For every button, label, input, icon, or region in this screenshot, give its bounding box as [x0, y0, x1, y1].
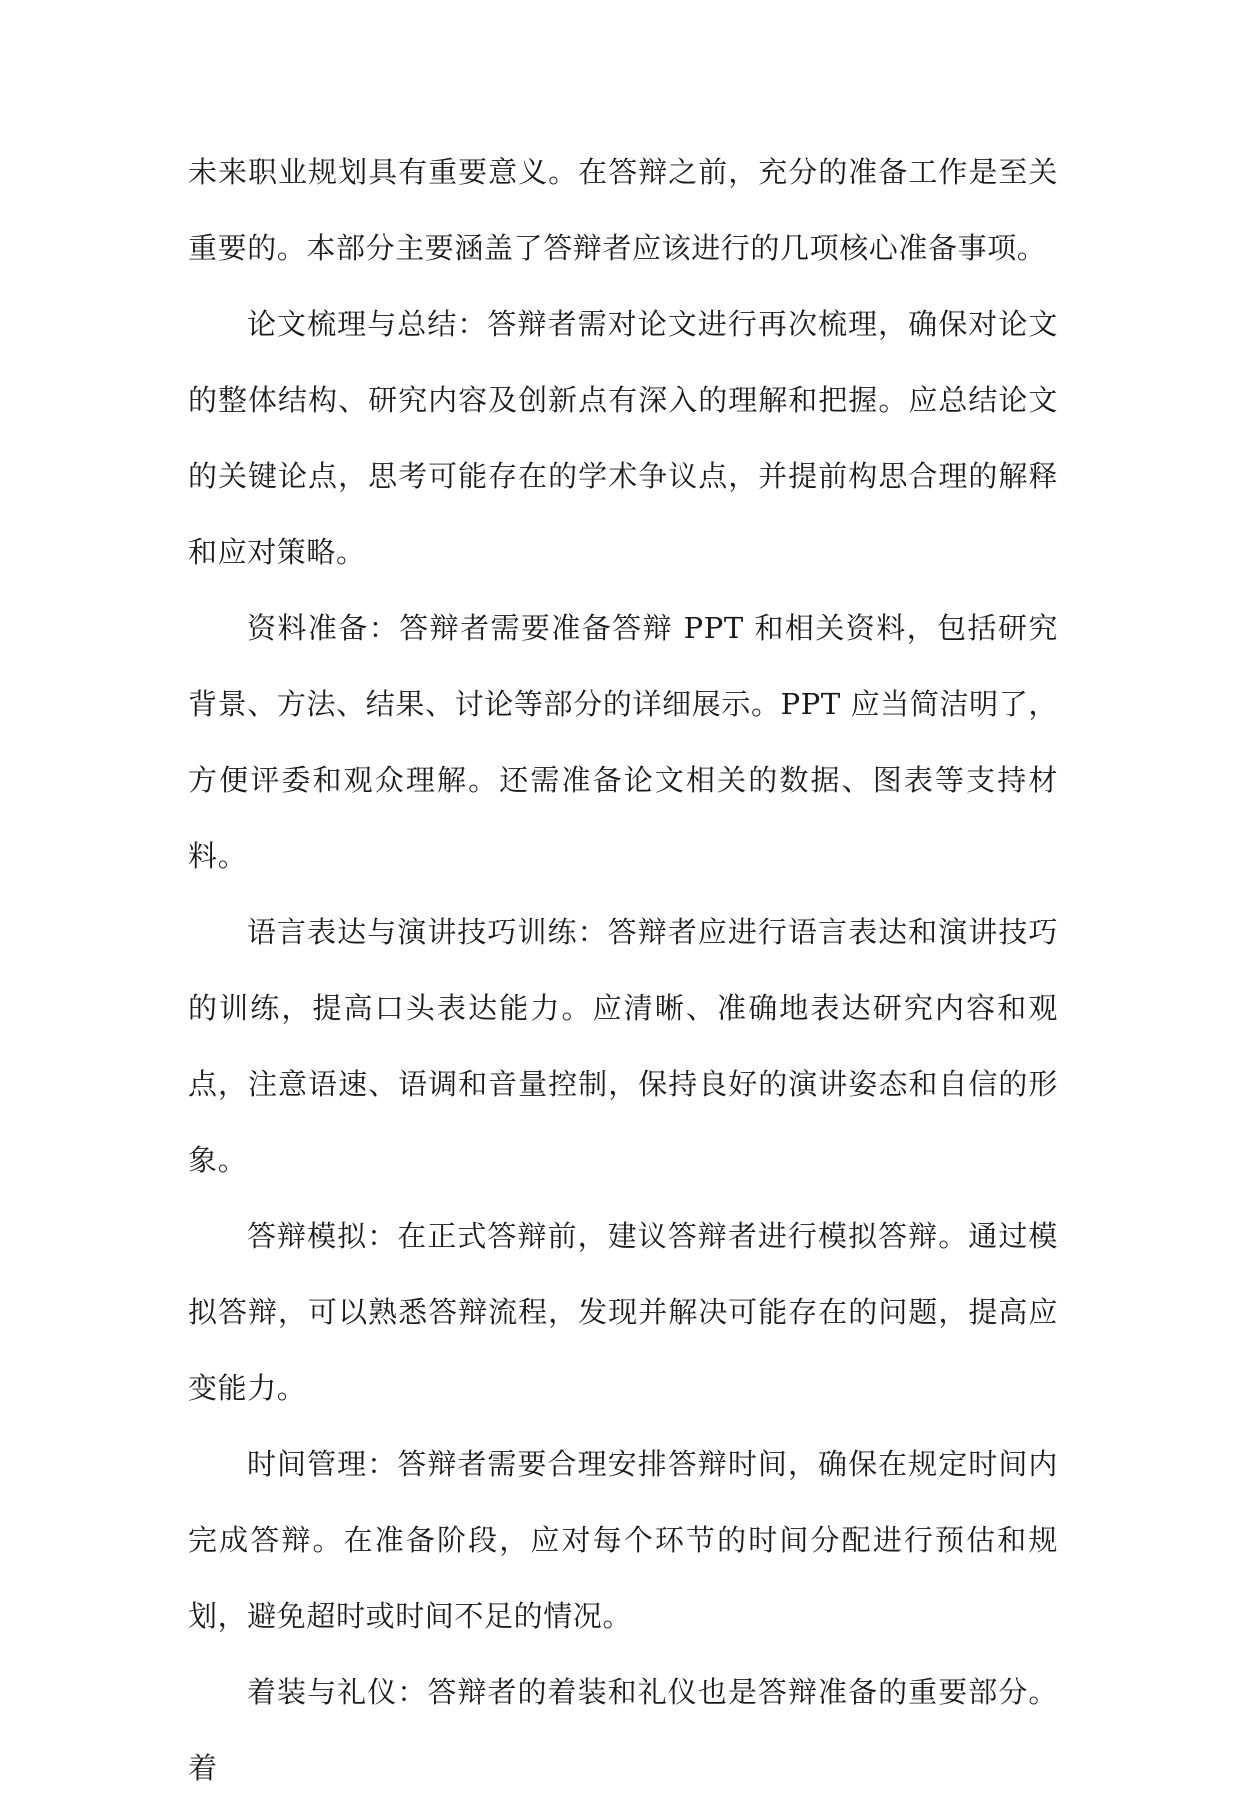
- paragraph-thesis-review: 论文梳理与总结：答辩者需对论文进行再次梳理，确保对论文的整体结构、研究内容及创新点有深入的理解和把握。应总结论文的关键论点，思考可能存在的学术争议点，并提前构思合理的解释和应对策略。: [188, 307, 1058, 569]
- paragraph-materials-preparation: 资料准备：答辩者需要准备答辩 PPT 和相关资料，包括研究背景、方法、结果、讨论等部分的详细展示。PPT 应当简洁明了，方便评委和观众理解。还需准备论文相关的数据、图表等支持材料。: [188, 611, 1058, 873]
- paragraph-time-management: 时间管理：答辩者需要合理安排答辩时间，确保在规定时间内完成答辩。在准备阶段，应对每个环节的时间分配进行预估和规划，避免超时或时间不足的情况。: [188, 1447, 1058, 1633]
- paragraph-speech-training: 语言表达与演讲技巧训练：答辩者应进行语言表达和演讲技巧的训练，提高口头表达能力。应清晰、准确地表达研究内容和观点，注意语速、语调和音量控制，保持良好的演讲姿态和自信的形象。: [188, 915, 1058, 1177]
- paragraph-intro-continuation: 未来职业规划具有重要意义。在答辩之前，充分的准备工作是至关重要的。本部分主要涵盖了答辩者应该进行的几项核心准备事项。: [188, 155, 1058, 265]
- paragraph-defense-simulation: 答辩模拟：在正式答辩前，建议答辩者进行模拟答辩。通过模拟答辩，可以熟悉答辩流程，发现并解决可能存在的问题，提高应变能力。: [188, 1219, 1058, 1405]
- paragraph-attire-etiquette: 着装与礼仪：答辩者的着装和礼仪也是答辩准备的重要部分。着: [188, 1675, 1058, 1785]
- document-page: [188, 134, 1058, 1806]
